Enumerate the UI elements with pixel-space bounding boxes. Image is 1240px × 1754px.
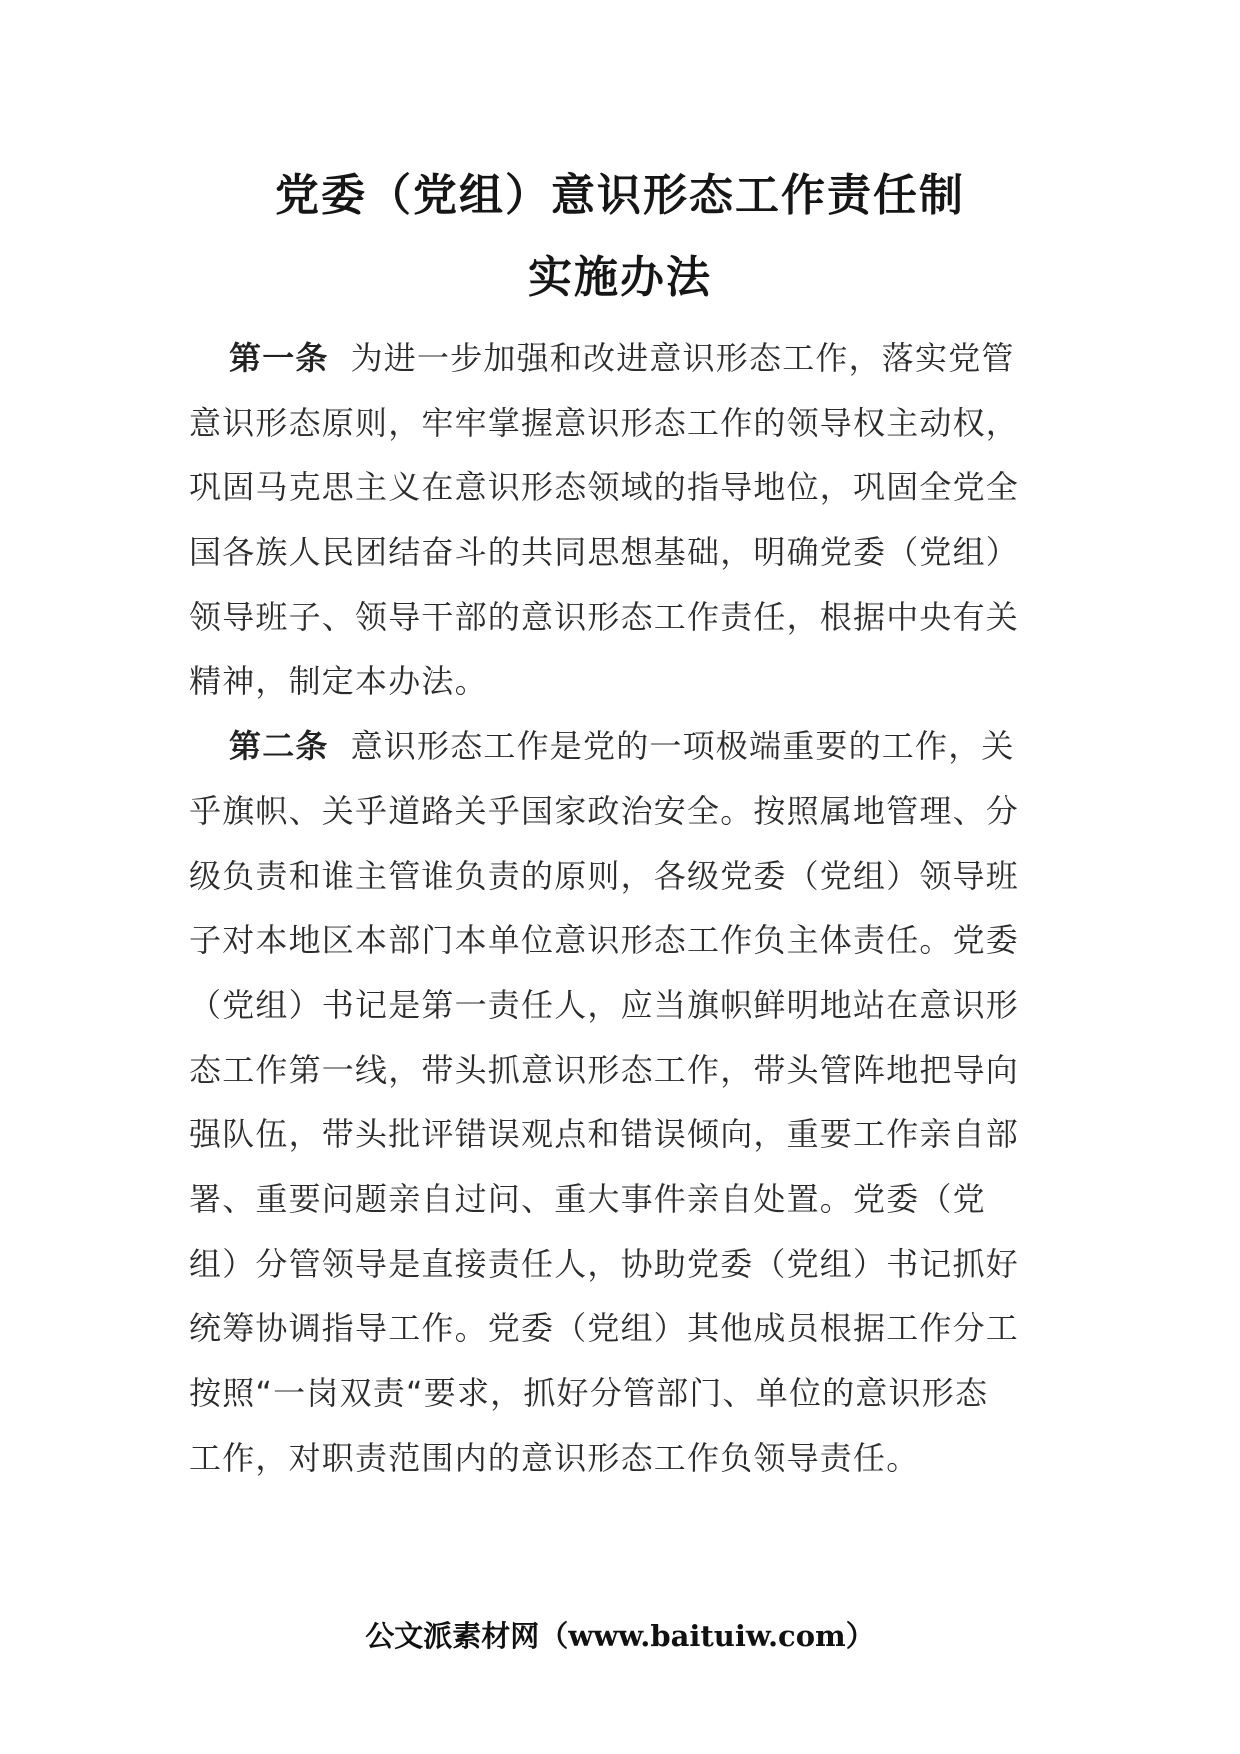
article-1-text-line: 国各族人民团结奋斗的共同思想基础，明确党委（党组） xyxy=(189,533,1020,572)
footer-source-credit: 公文派素材网（www.baituiw.com） xyxy=(365,1619,875,1653)
article-2-text-line: 子对本地区本部门本单位意识形态工作负主体责任。党委 xyxy=(189,921,1020,960)
article-2-text-line: （党组）书记是第一责任人，应当旗帜鲜明地站在意识形 xyxy=(189,985,1020,1024)
document-title-line-1: 党委（党组）意识形态工作责任制 xyxy=(275,170,965,221)
document-title-line-2: 实施办法 xyxy=(528,252,712,303)
article-2-text-line: 意识形态工作是党的一项极端重要的工作，关 xyxy=(350,727,1015,766)
article-2-label: 第二条 xyxy=(229,727,329,766)
article-1-text-line: 意识形态原则，牢牢掌握意识形态工作的领导权主动权， xyxy=(189,403,1020,442)
article-2-text-line: 级负责和谁主管谁负责的原则，各级党委（党组）领导班 xyxy=(189,856,1020,895)
article-2-text-line: 强队伍，带头批评错误观点和错误倾向，重要工作亲自部 xyxy=(189,1115,1020,1154)
article-1-text-line: 领导班子、领导干部的意识形态工作责任，根据中央有关 xyxy=(189,597,1020,636)
article-2-text-line: 署、重要问题亲自过问、重大事件亲自处置。党委（党 xyxy=(189,1179,986,1218)
article-1-text-line: 巩固马克思主义在意识形态领域的指导地位，巩固全党全 xyxy=(189,468,1020,507)
article-2-text-line: 组）分管领导是直接责任人，协助党委（党组）书记抓好 xyxy=(189,1244,1020,1283)
article-2-text-line: 态工作第一线，带头抓意识形态工作，带头管阵地把导向 xyxy=(189,1050,1020,1089)
document-body xyxy=(189,326,1057,1490)
article-1-first-line xyxy=(189,326,1057,391)
article-2-first-line xyxy=(189,714,1057,779)
article-1-text-line: 精神，制定本办法。 xyxy=(189,662,488,701)
article-2-text-line: 统筹协调指导工作。党委（党组）其他成员根据工作分工 xyxy=(189,1309,1020,1348)
article-2-text-line: 工作，对职责范围内的意识形态工作负领导责任。 xyxy=(189,1438,920,1477)
article-2-text-line: 按照“一岗双责“要求，抓好分管部门、单位的意识形态 xyxy=(189,1374,989,1412)
article-1-label: 第一条 xyxy=(229,339,329,377)
article-2-text-line: 乎旗帜、关乎道路关乎国家政治安全。按照属地管理、分 xyxy=(189,791,1020,830)
article-1-text-line: 为进一步加强和改进意识形态工作，落实党管 xyxy=(350,339,1015,377)
